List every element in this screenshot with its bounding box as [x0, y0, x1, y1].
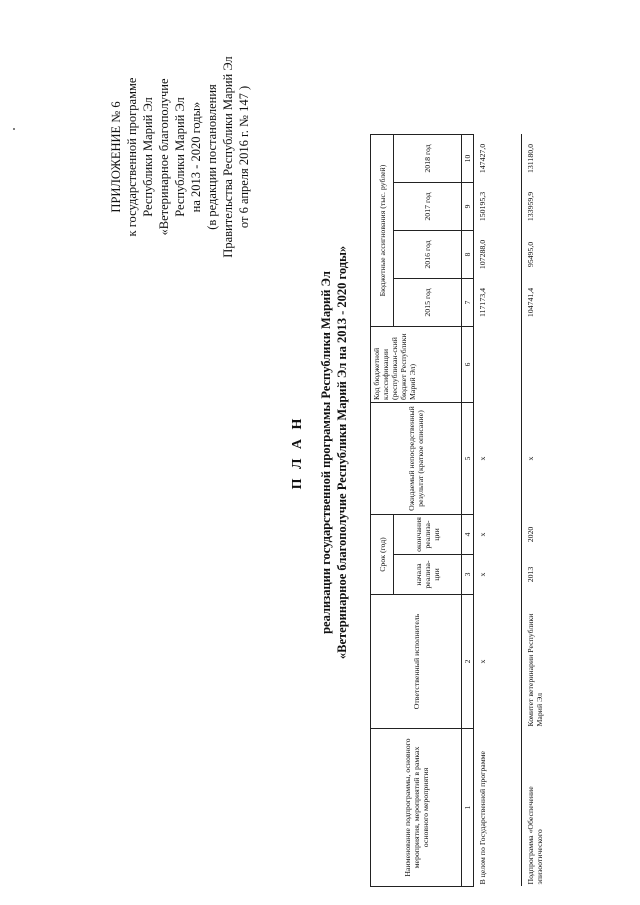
appendix-line: Правительства Республики Марий Эл	[221, 56, 235, 258]
appendix-line: от 6 апреля 2016 г. № 147 )	[237, 85, 251, 229]
header-2016: 2016 год	[394, 231, 462, 279]
row-2015: 104741,4	[522, 279, 568, 327]
appendix-line: ПРИЛОЖЕНИЕ № 6	[109, 101, 123, 213]
header-2015: 2015 год	[394, 279, 462, 327]
row-code	[522, 327, 568, 403]
header-term-end: окончания реализа-ции	[394, 515, 462, 555]
header-budget: Бюджетные ассигнования (тыс. рублей)	[371, 135, 394, 327]
column-number: 3	[462, 555, 474, 595]
appendix-line: к государственной программе	[125, 77, 139, 237]
column-number: 6	[462, 327, 474, 403]
row-code	[474, 327, 522, 403]
column-number: 2	[462, 595, 474, 729]
column-number: 1	[462, 729, 474, 887]
row-name: В целом по Государственной программе	[474, 729, 522, 887]
row-2017: 150195,3	[474, 183, 522, 231]
header-2018: 2018 год	[394, 135, 462, 183]
appendix-line: Республики Марий Эл	[173, 97, 187, 217]
document-title	[288, 0, 350, 905]
header-term-start: начала реализа-ции	[394, 555, 462, 595]
column-number: 8	[462, 231, 474, 279]
row-result: х	[522, 403, 568, 515]
appendix-line: «Ветеринарное благополучие	[157, 78, 171, 236]
row-end: 2020	[522, 515, 568, 555]
header-executor: Ответственный исполнитель	[371, 595, 462, 729]
row-2016: 107288,0	[474, 231, 522, 279]
row-start: 2013	[522, 555, 568, 595]
plan-heading: П Л А Н	[290, 415, 305, 490]
row-2016: 95495,0	[522, 231, 568, 279]
row-end: х	[474, 515, 522, 555]
header-row-1	[371, 135, 394, 887]
row-start: х	[474, 555, 522, 595]
column-number-row	[462, 135, 474, 887]
column-number: 4	[462, 515, 474, 555]
header-name: Наименование подпрограммы, основного мероприятия, мероприятий в рамках основного мероприятия	[371, 729, 462, 887]
row-2017: 133959,9	[522, 183, 568, 231]
column-number: 7	[462, 279, 474, 327]
appendix-line: на 2013 - 2020 годы»	[189, 101, 203, 213]
column-number: 9	[462, 183, 474, 231]
appendix-line: Республики Марий Эл	[141, 97, 155, 217]
appendix-line: (в редакции постановления	[205, 84, 219, 230]
header-budget-code: Код бюджетной классификации (республикан-ский бюджет Республики Марий Эл)	[371, 327, 462, 403]
row-2018: 147427,0	[474, 135, 522, 183]
header-result: Ожидаемый непосредственный результат (краткое описание)	[371, 403, 462, 515]
header-2017: 2017 год	[394, 183, 462, 231]
row-result: х	[474, 403, 522, 515]
title-line-2: «Ветеринарное благополучие Республики Марий Эл на 2013 - 2020 годы»	[335, 245, 349, 660]
row-executor: х	[474, 595, 522, 729]
header-term: Срок (год)	[371, 515, 394, 595]
plan-table	[370, 134, 567, 887]
title-line-1: реализации государственной программы Республики Марий Эл	[319, 271, 333, 634]
row-name: Подпрограмма «Обеспечение эпизоотического	[522, 729, 568, 887]
column-number: 5	[462, 403, 474, 515]
column-number: 10	[462, 135, 474, 183]
table-row	[474, 135, 522, 887]
row-2015: 117173,4	[474, 279, 522, 327]
table-row	[522, 135, 568, 887]
row-executor: Комитет ветеринарии Республики Марий Эл	[522, 595, 568, 729]
row-2018: 131180,0	[522, 135, 568, 183]
appendix-block	[108, 12, 252, 302]
